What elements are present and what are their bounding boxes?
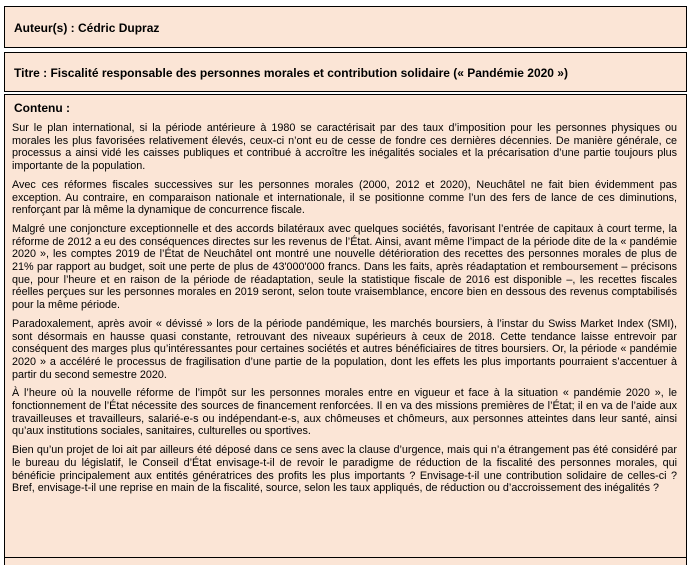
author-section: [4, 6, 687, 48]
title-label: Titre :: [14, 66, 48, 80]
author-label: Auteur(s) :: [14, 21, 75, 35]
content-paragraph-3: Malgré une conjoncture exceptionnelle et des accords bilatéraux avec quelques sociétés, favorisant l’entrée de capitaux à court terme, la réforme de 2012 a eu des conséquences directes sur les revenus de l’État. Ainsi, avant même l’impact de la période dite de la « pandémie 2020 », les comptes 2019 de l’État de Neuchâtel ont montré une nouvelle détérioration des recettes des personnes morales de plus de 21% par rapport au budget, soit une perte de plus de 43'000'000 francs. Dans les faits, après réadaptation et remboursement – précisons que, pour l’heure et en raison de la période de réadaptation, seule la statistique fiscale de 2016 est disponible –, les recettes fiscales réelles perçues sur les personnes morales en 2019 seront, selon toute vraisemblance, encore bien en dessous des revenus comptabilisés pour la même période.: [12, 222, 677, 312]
content-paragraph-1: Sur le plan international, si la période antérieure à 1980 se caractérisait par des taux d’imposition pour les personnes physiques ou morales les plus favorisées relativement élevés, ceux-ci n’ont eu de cesse de fondre ces dernières décennies. De manière générale, ce processus a ainsi vidé les caisses publiques et contribué à accroître les inégalités sociales et la précarisation d’une partie toujours plus importante de la population.: [12, 122, 677, 173]
title-line: [14, 66, 568, 81]
content-label: Contenu :: [14, 101, 70, 115]
content-paragraph-4: Paradoxalement, après avoir « dévissé » lors de la période pandémique, les marchés boursiers, à l’instar du Swiss Market Index (SMI), sont désormais en hausse quasi constante, retrouvant des niveaux supérieurs à ceux de 2018. Cette tendance laisse entrevoir par conséquent des marges plus qu’intéressantes pour certaines sociétés et autres bénéficiaires de titres boursiers. Or, la période « pandémie 2020 » a accéléré le processus de fragilisation d’une partie de la population, dont les effets les plus importants pourraient s’accentuer à partir du second semestre 2020.: [12, 317, 677, 381]
author-name: Cédric Dupraz: [78, 21, 160, 35]
content-section: [4, 94, 687, 565]
author-line: [14, 21, 159, 36]
content-paragraph-2: Avec ces réformes fiscales successives sur les personnes morales (2000, 2012 et 2020), Neuchâtel ne fait bien évidemment pas exception. Au contraire, en comparaison nationale et internationale, il se positionne comme l’un des fers de lance de ces diminutions, renforçant par là même la dynamique de concurrence fiscale.: [12, 178, 677, 217]
title-text: Fiscalité responsable des personnes morales et contribution solidaire (« Pandémie 2020 »): [50, 66, 568, 80]
content-paragraph-5: À l’heure où la nouvelle réforme de l’impôt sur les personnes morales entre en vigueur et face à la situation « pandémie 2020 », le fonctionnement de l’État nécessite des sources de financement renforcées. Il en va des missions premières de l’État; il en va de l’aide aux travailleuses et travailleurs, salarié-e-s ou indépendant-e-s, aux chômeuses et chômeurs, aux personnes atteintes dans leur santé, ainsi qu’aux institutions sociales, sanitaires, culturelles ou sportives.: [12, 387, 677, 438]
title-section: [4, 52, 687, 92]
bottom-divider: [4, 557, 687, 558]
content-paragraph-6: Bien qu’un projet de loi ait par ailleurs été déposé dans ce sens avec la clause d’urgence, mais qui n’a étrangement pas été considéré par le bureau du législatif, le Conseil d’État envisage-t-il de revoir le paradigme de réduction de la fiscalité des personnes morales, qui bénéficie principalement aux entités génératrices des profits les plus importants ? Envisage-t-il une contribution solidaire de celles-ci ? Bref, envisage-t-il une reprise en main de la fiscalité, source, selon les taux appliqués, de réduction ou d’accroissement des inégalités ?: [12, 444, 677, 495]
content-body: [12, 122, 677, 501]
